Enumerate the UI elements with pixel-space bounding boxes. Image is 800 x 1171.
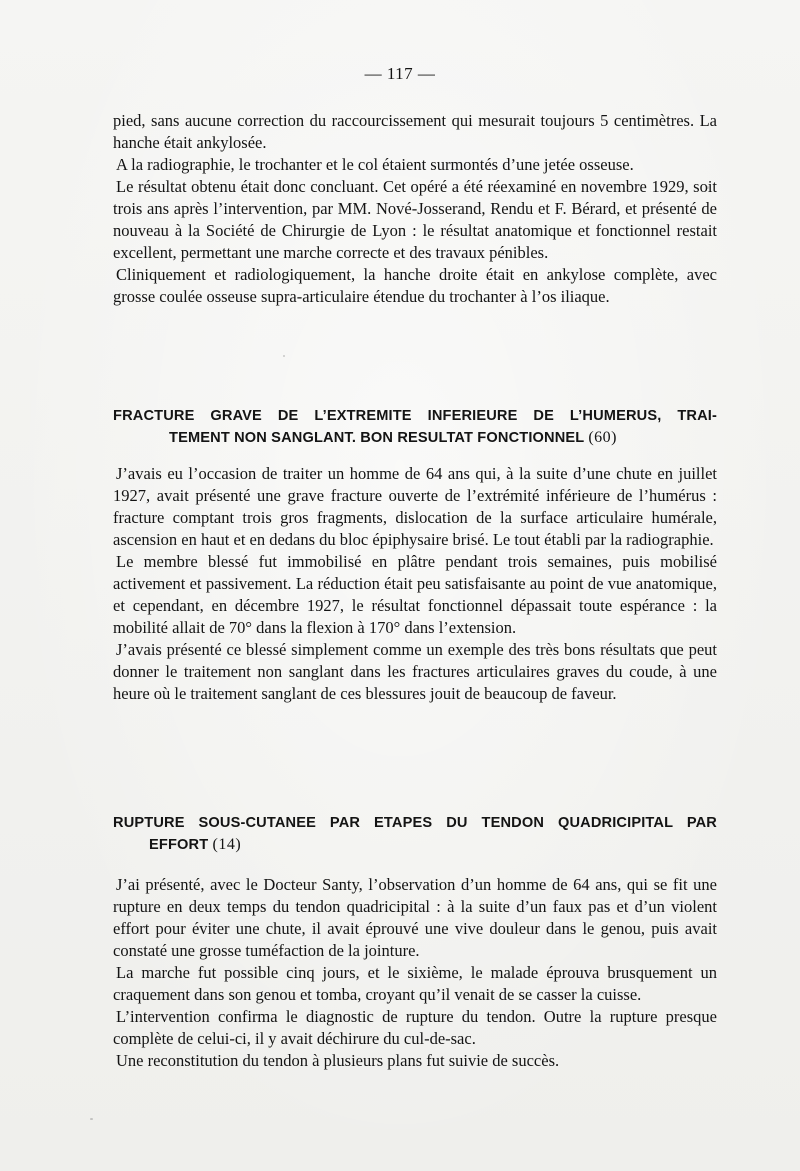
- paragraph: J’avais présenté ce blessé simplement comme un exemple des très bons résultats que peut donner le traitement non sanglant dans les fractures articulaires graves du coude, à une heure où le traitement sanglant de ces blessures jouit de beaucoup de faveur.: [113, 640, 717, 703]
- reference-number: (14): [212, 836, 242, 853]
- page-number: — 117 —: [364, 64, 436, 83]
- section-body-rupture: [113, 874, 717, 1072]
- paragraph: L’intervention confirma le diagnostic de rupture du tendon. Outre la rupture presque complète de celui-ci, il y avait déchirure du cul-de-sac.: [113, 1007, 717, 1048]
- section-heading-fracture: [113, 405, 717, 449]
- section-title-line: FRACTURE GRAVE DE L’EXTREMITE INFERIEURE DE L’HUMERUS, TRAI-: [113, 408, 717, 424]
- intro-text-block: [113, 110, 717, 308]
- scan-speck: [706, 186, 709, 189]
- scan-speck: [90, 1118, 93, 1120]
- paragraph: A la radiographie, le trochanter et le col étaient surmontés d’une jetée osseuse.: [116, 155, 634, 174]
- paragraph: La marche fut possible cinq jours, et le sixième, le malade éprouva brusquement un craquement dans son genou et tomba, croyant qu’il venait de se casser la cuisse.: [113, 963, 717, 1004]
- paragraph: pied, sans aucune correction du raccourcissement qui mesurait toujours 5 centimètres. La hanche était ankylosée.: [113, 111, 717, 152]
- paragraph: J’avais eu l’occasion de traiter un homme de 64 ans qui, à la suite d’une chute en juillet 1927, avait présenté une grave fracture ouverte de l’extrémité inférieure de l’humérus : fracture comptant trois gros fragments, dislocation de la surface articulaire humérale, ascension en haut et en dedans du bloc épiphysaire brisé. Le tout établi par la radiographie.: [113, 464, 717, 549]
- paragraph: J’ai présenté, avec le Docteur Santy, l’observation d’un homme de 64 ans, qui se fit une rupture en deux temps du tendon quadricipital : à la suite d’un faux pas et d’un violent effort pour éviter une chute, il avait éprouvé une vive douleur dans le genou, puis avait constaté une grosse tuméfaction de la jointure.: [113, 875, 717, 960]
- paragraph: Le membre blessé fut immobilisé en plâtre pendant trois semaines, puis mobilisé activement et passivement. La réduction était peu satisfaisante au point de vue anatomique, et cependant, en décembre 1927, le résultat fonctionnel dépassait toute espérance : la mobilité allait de 70° dans la flexion à 170° dans l’extension.: [113, 552, 717, 637]
- section-title-line: EFFORT: [149, 837, 209, 853]
- section-body-fracture: [113, 463, 717, 705]
- paragraph: Une reconstitution du tendon à plusieurs plans fut suivie de succès.: [116, 1051, 560, 1070]
- reference-number: (60): [588, 429, 617, 446]
- section-heading-rupture: [113, 812, 717, 856]
- section-title-line: RUPTURE SOUS-CUTANEE PAR ETAPES DU TENDON QUADRICIPITAL PAR: [113, 815, 717, 831]
- scan-speck: [283, 355, 285, 357]
- paragraph: Cliniquement et radiologiquement, la hanche droite était en ankylose complète, avec grosse coulée osseuse supra-articulaire étendue du trochanter à l’os iliaque.: [113, 265, 717, 306]
- paragraph: Le résultat obtenu était donc concluant. Cet opéré a été réexaminé en novembre 1929, soit trois ans après l’intervention, par MM. Nové-Josserand, Rendu et F. Bérard, et présenté de nouveau à la Société de Chirurgie de Lyon : le résultat anatomique et fonctionnel restait excellent, permettant une marche correcte et des travaux pénibles.: [113, 177, 717, 262]
- section-title-line: TEMENT NON SANGLANT. BON RESULTAT FONCTIONNEL: [169, 430, 585, 446]
